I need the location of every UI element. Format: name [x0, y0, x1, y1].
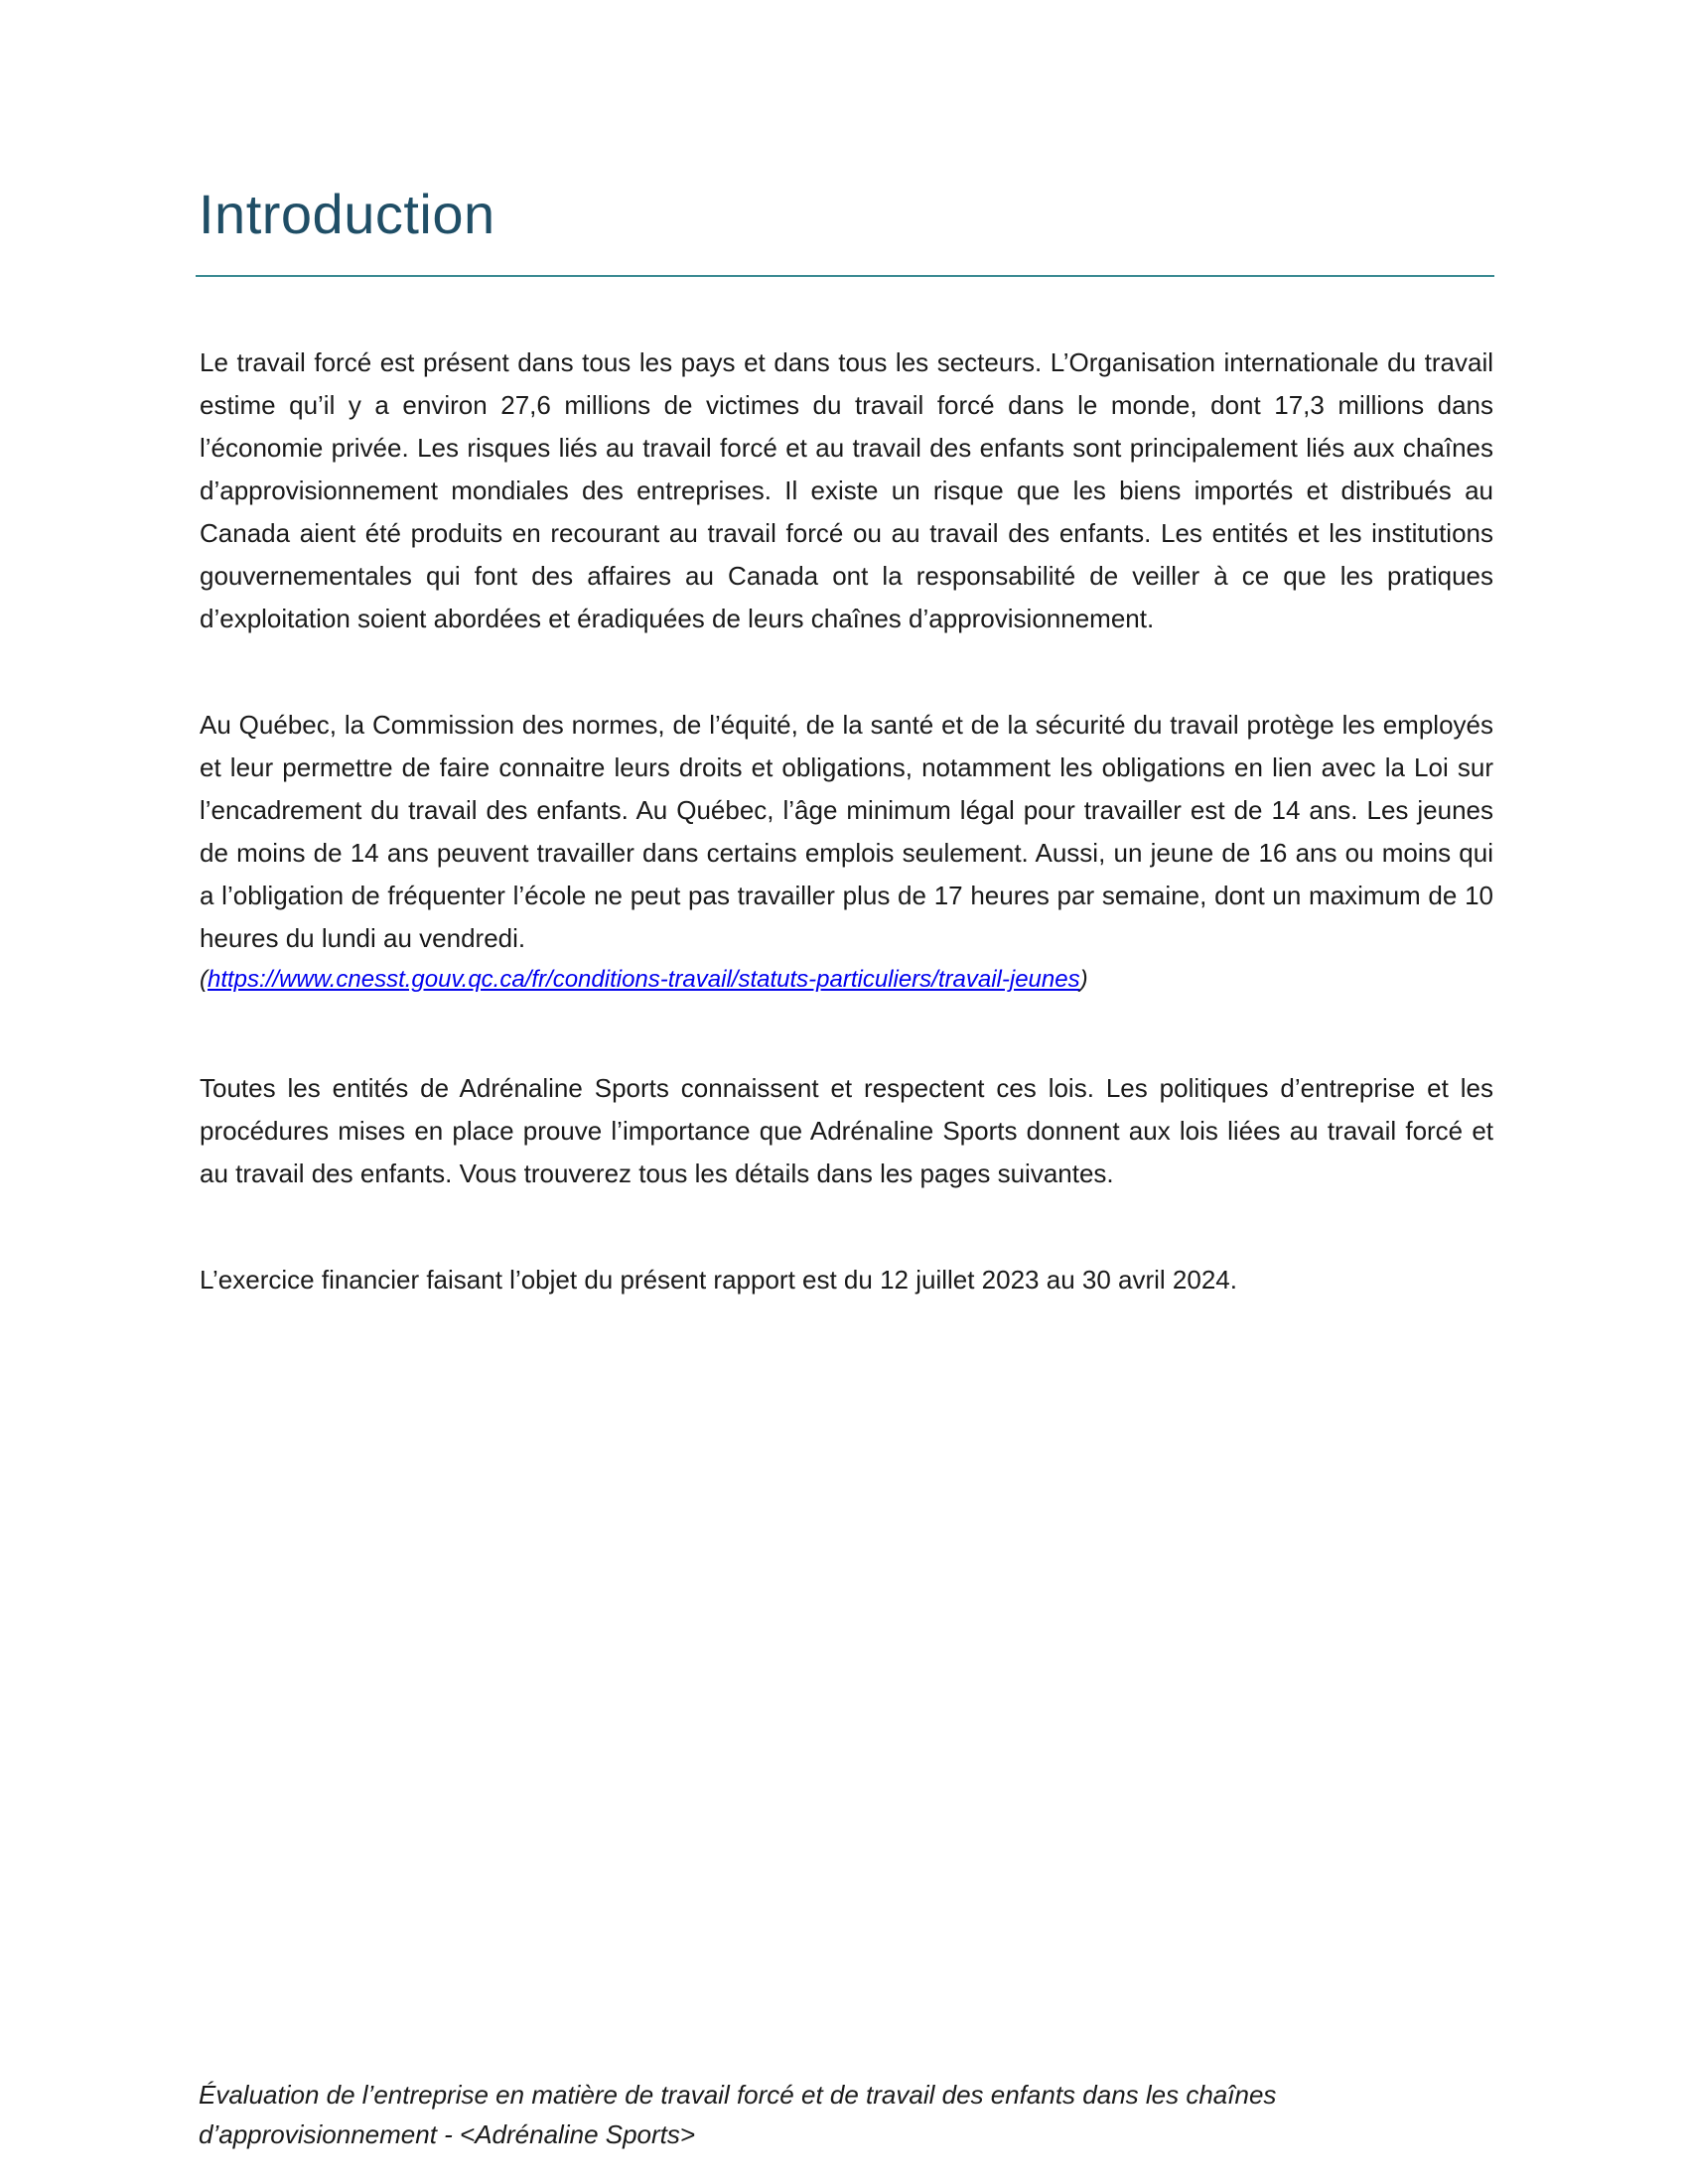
- source-close-paren: ): [1079, 966, 1088, 993]
- page-title: Introduction: [199, 183, 495, 245]
- page-footer: [199, 2075, 1489, 2154]
- source-open-paren: (: [200, 966, 208, 993]
- footer-line-2: d’approvisionnement - <Adrénaline Sports>: [199, 2119, 696, 2149]
- body-content: [200, 341, 1493, 1301]
- title-divider: [196, 275, 1494, 277]
- source-citation: [200, 960, 1493, 1000]
- intro-paragraph-quebec-law: Au Québec, la Commission des normes, de l’équité, de la santé et de la sécurité du travail protège les employés et leur permettre de faire connaitre leurs droits et obligations, notamment les obligations en lien avec la Loi sur l’encadrement du travail des enfants. Au Québec, l’âge minimum légal pour travailler est de 14 ans. Les jeunes de moins de 14 ans peuvent travailler dans certains emplois seulement. Aussi, un jeune de 16 ans ou moins qui a l’obligation de fréquenter l’école ne peut pas travailler plus de 17 heures par semaine, dont un maximum de 10 heures du lundi au vendredi.: [200, 710, 1493, 953]
- source-url-link[interactable]: https://www.cnesst.gouv.qc.ca/fr/conditions-travail/statuts-particuliers/travail-jeunes: [208, 966, 1080, 993]
- intro-paragraph-fiscal-year: L’exercice financier faisant l’objet du présent rapport est du 12 juillet 2023 au 30 avril 2024.: [200, 1265, 1237, 1295]
- footer-line-1: Évaluation de l’entreprise en matière de travail forcé et de travail des enfants dans les chaînes: [199, 2080, 1277, 2110]
- intro-paragraph-forced-labour: Le travail forcé est présent dans tous les pays et dans tous les secteurs. L’Organisation internationale du travail estime qu’il y a environ 27,6 millions de victimes du travail forcé dans le monde, dont 17,3 millions dans l’économie privée. Les risques liés au travail forcé et au travail des enfants sont principalement liés aux chaînes d’approvisionnement mondiales des entreprises. Il existe un risque que les biens importés et distribués au Canada aient été produits en recourant au travail forcé ou au travail des enfants. Les entités et les institutions gouvernementales qui font des affaires au Canada ont la responsabilité de veiller à ce que les pratiques d’exploitation soient abordées et éradiquées de leurs chaînes d’approvisionnement.: [200, 347, 1493, 633]
- intro-paragraph-company-compliance: Toutes les entités de Adrénaline Sports connaissent et respectent ces lois. Les politiques d’entreprise et les procédures mises en place prouve l’importance que Adrénaline Sports donnent aux lois liées au travail forcé et au travail des enfants. Vous trouverez tous les détails dans les pages suivantes.: [200, 1073, 1493, 1188]
